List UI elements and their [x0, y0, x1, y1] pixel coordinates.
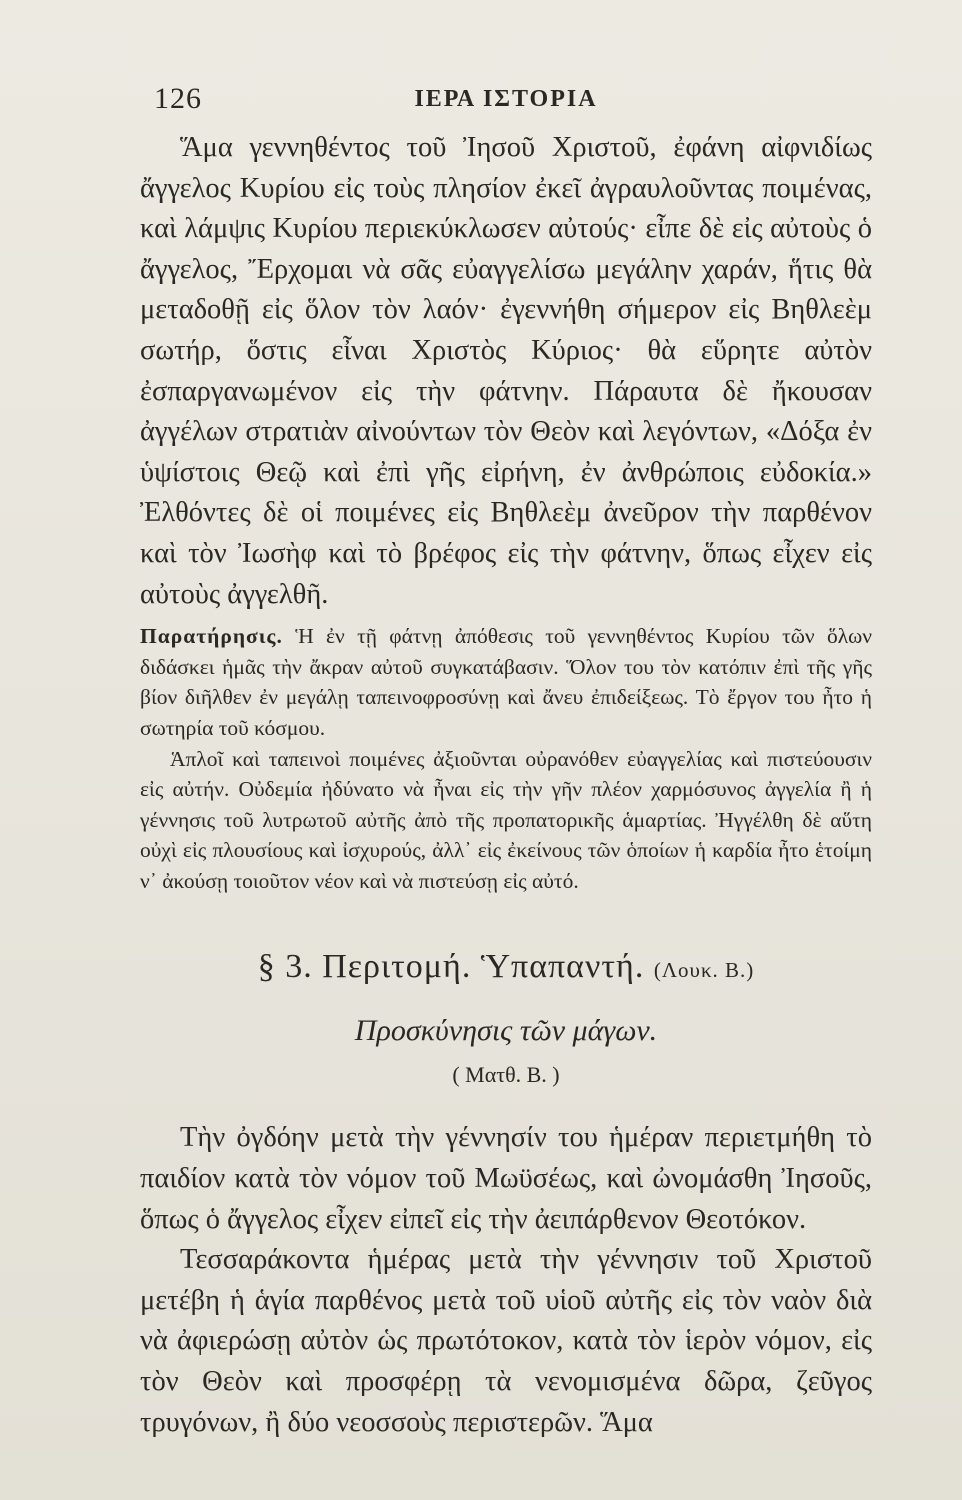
- section-heading: [140, 948, 872, 986]
- section-reference: (Λουκ. Β.): [653, 958, 755, 983]
- section-number: § 3.: [257, 948, 313, 986]
- section-subtitle: Προσκύνησις τῶν μάγων.: [354, 1014, 658, 1048]
- observation-note-continued: Ἁπλοῖ καὶ ταπεινοὶ ποιμένες ἀξιοῦνται οὐρανόθεν εὐαγγελίας καὶ πιστεύουσιν εἰς αὐτήν. Οὐδεμία ἠδύνατο νὰ ἦναι εἰς τὴν γῆν πλέον χαρμόσυνος ἀγγελία ἢ ἡ γέννησις τοῦ λυτρωτοῦ αὐτῆς ἀπὸ τῆς προπατορικῆς ἁμαρτίας. Ἠγγέλθη δὲ αὕτη οὐχὶ εἰς πλουσίους καὶ ἰσχυρούς, ἀλλ᾽ εἰς ἐκείνους τῶν ὁποίων ἡ καρδία ἦτο ἑτοίμη ν᾽ ἀκούσῃ τοιοῦτον νέον καὶ νὰ πιστεύσῃ εἰς αὐτό.: [140, 746, 872, 893]
- body-paragraph-circumcision: Τὴν ὀγδόην μετὰ τὴν γέννησίν του ἡμέραν περιετμήθη τὸ παιδίον κατὰ τὸν νόμον τοῦ Μωϋσέως, καὶ ὠνομάσθη Ἰησοῦς, ὅπως ὁ ἄγγελος εἶχεν εἰπεῖ εἰς τὴν ἀειπάρθενον Θεοτόκον.: [140, 1122, 872, 1235]
- body-paragraph-nativity: Ἅμα γεννηθέντος τοῦ Ἰησοῦ Χριστοῦ, ἐφάνη αἰφνιδίως ἄγγελος Κυρίου εἰς τοὺς πλησίον ἐκεῖ ἀγραυλοῦντας ποιμένας, καὶ λάμψις Κυρίου περιεκύκλωσεν αὐτούς· εἶπε δὲ εἰς αὐτοὺς ὁ ἄγγελος, Ἔρχομαι νὰ σᾶς εὐαγγελίσω μεγάλην χαράν, ἥτις θὰ μεταδοθῇ εἰς ὅλον τὸν λαόν· ἐγεννήθη σήμερον εἰς Βηθλεὲμ σωτήρ, ὅστις εἶναι Χριστὸς Κύριος· θὰ εὕρητε αὐτὸν ἐσπαργανωμένον εἰς τὴν φάτνην. Πάραυτα δὲ ἤκουσαν ἀγγέλων στρατιὰν αἰνούντων τὸν Θεὸν καὶ λεγόντων, «Δόξα ἐν ὑψίστοις Θεῷ καὶ ἐπὶ γῆς εἰρήνη, ἐν ἀνθρώποις εὐδοκία.» Ἐλθόντες δὲ οἱ ποιμένες εἰς Βηθλεὲμ ἀνεῦρον τὴν παρθένον καὶ τὸν Ἰωσὴφ καὶ τὸ βρέφος εἰς τὴν φάτνην, ὅπως εἶχεν εἰς αὐτοὺς ἀγγελθῆ.: [140, 132, 872, 610]
- running-head: [140, 82, 872, 122]
- section-subtitle-reference: ( Ματθ. Β. ): [452, 1062, 560, 1088]
- page-number: 126: [154, 82, 202, 115]
- observation-text: Ἡ ἐν τῇ φάτνῃ ἀπόθεσις τοῦ γεννηθέντος Κυρίου τῶν ὅλων διδάσκει ἡμᾶς τὴν ἄκραν αὐτοῦ συγκατάβασιν. Ὅλον του τὸν κατόπιν ἐπὶ τῆς γῆς βίον διῆλθεν ἐν μεγάλῃ ταπεινοφροσύνῃ καὶ ἄνευ ἐπιδείξεως. Τὸ ἔργον του ἦτο ἡ σωτηρία τοῦ κόσμου.: [140, 624, 873, 740]
- section-title: Περιτομή. Ὑπαπαντή.: [322, 948, 645, 986]
- observation-note: [140, 621, 872, 743]
- observation-label: Παρατήρησις.: [140, 624, 283, 649]
- body-paragraph-presentation: Τεσσαράκοντα ἡμέρας μετὰ τὴν γέννησιν τοῦ Χριστοῦ μετέβη ἡ ἁγία παρθένος μετὰ τοῦ υἱοῦ αὐτῆς εἰς τὸν ναὸν διὰ νὰ ἀφιερώσῃ αὐτὸν ὡς πρωτότοκον, κατὰ τὸν ἱερὸν νόμον, εἰς τὸν Θεὸν καὶ προσφέρῃ τὰ νενομισμένα δῶρα, ζεῦγος τρυγόνων, ἢ δύο νεοσσοὺς περιστερῶν. Ἅμα: [140, 1244, 872, 1438]
- running-title: ΙΕΡΑ ΙΣΤΟΡΙΑ: [414, 86, 598, 112]
